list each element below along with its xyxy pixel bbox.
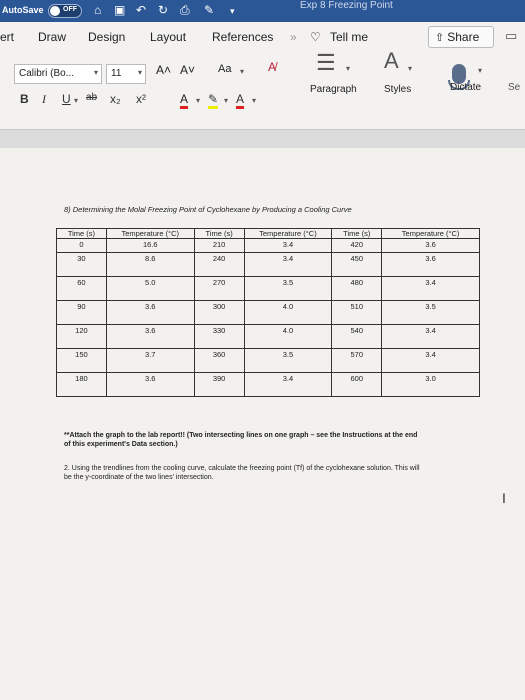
font-size-value: 11	[111, 68, 122, 79]
shrink-font-icon[interactable]: A˅	[180, 63, 196, 77]
styles-icon[interactable]: A	[384, 48, 399, 73]
table-row	[57, 253, 480, 277]
table-row	[57, 301, 480, 325]
table-cell[interactable]: 390	[194, 373, 244, 397]
table-cell[interactable]: 30	[57, 253, 107, 277]
table-cell[interactable]: 150	[57, 349, 107, 373]
tab-references[interactable]: References	[212, 30, 274, 44]
table-cell[interactable]: 570	[332, 349, 382, 373]
chevron-down-icon[interactable]: ▾	[478, 66, 483, 75]
table-cell[interactable]: 270	[194, 277, 244, 301]
table-cell[interactable]: 4.0	[244, 325, 332, 349]
document-title: Exp 8 Freezing Point	[300, 0, 393, 11]
document-page[interactable]	[0, 148, 525, 700]
table-cell[interactable]: 3.0	[382, 373, 480, 397]
tab-design[interactable]: Design	[88, 30, 126, 44]
column-header: Temperature (°C)	[382, 229, 480, 239]
table-cell[interactable]: 330	[194, 325, 244, 349]
table-cell[interactable]: 120	[57, 325, 107, 349]
table-cell[interactable]: 3.7	[106, 349, 194, 373]
paragraph-group-label[interactable]: Paragraph	[310, 84, 357, 95]
subscript-button[interactable]: x₂	[110, 92, 121, 106]
autosave-label: AutoSave	[2, 5, 44, 15]
table-cell[interactable]: 240	[194, 253, 244, 277]
table-cell[interactable]: 450	[332, 253, 382, 277]
column-header: Time (s)	[194, 229, 244, 239]
sensitivity-group-label[interactable]: Se	[508, 82, 521, 93]
font-color-icon[interactable]: A	[236, 92, 244, 109]
table-cell[interactable]: 3.4	[382, 349, 480, 373]
undo-icon[interactable]: ↶	[136, 3, 147, 17]
table-cell[interactable]: 3.4	[244, 239, 332, 253]
table-cell[interactable]: 3.4	[244, 373, 332, 397]
tab-layout[interactable]: Layout	[150, 30, 187, 44]
toggle-knob	[50, 6, 60, 16]
table-cell[interactable]: 3.4	[382, 325, 480, 349]
table-row	[57, 349, 480, 373]
table-row	[57, 325, 480, 349]
table-cell[interactable]: 5.0	[106, 277, 194, 301]
chevron-down-icon[interactable]: ▾	[408, 64, 413, 73]
paragraph-icon[interactable]: ☰	[316, 50, 336, 75]
redo-icon[interactable]: ↻	[158, 3, 169, 17]
data-table	[56, 228, 480, 397]
column-header: Temperature (°C)	[106, 229, 194, 239]
text-effects-icon[interactable]: A	[180, 92, 188, 109]
table-row	[57, 373, 480, 397]
table-cell[interactable]: 300	[194, 301, 244, 325]
table-cell[interactable]: 180	[57, 373, 107, 397]
more-tabs-icon[interactable]: »	[290, 30, 297, 44]
change-case-button[interactable]: Aa	[218, 63, 232, 75]
chevron-down-icon: ▾	[137, 68, 142, 77]
table-cell[interactable]: 16.6	[106, 239, 194, 253]
question-2: 2. Using the trendlines from the cooling curve, calculate the freezing point (Tf) of the cyclohexane solution. This will be the y-coordinate of the two lines' intersection.	[64, 465, 420, 481]
table-cell[interactable]: 3.6	[106, 301, 194, 325]
print-icon[interactable]: ⎙	[180, 3, 190, 17]
font-size-select[interactable]	[106, 64, 146, 84]
ribbon	[0, 22, 525, 130]
table-cell[interactable]: 3.5	[244, 349, 332, 373]
page-gap	[0, 130, 525, 148]
autosave-toggle[interactable]	[48, 4, 82, 18]
autosave-state: OFF	[63, 6, 77, 13]
save-icon[interactable]: ▣	[114, 3, 126, 17]
table-cell[interactable]: 3.6	[382, 239, 480, 253]
title-bar	[0, 0, 525, 22]
chevron-down-icon[interactable]: ▾	[74, 96, 79, 105]
table-cell[interactable]: 3.6	[106, 325, 194, 349]
table-cell[interactable]: 210	[194, 239, 244, 253]
table-cell[interactable]: 60	[57, 277, 107, 301]
section-title: 8) Determining the Molal Freezing Point of Cyclohexane by Producing a Cooling Curve	[64, 205, 352, 214]
font-name-select[interactable]	[14, 64, 102, 84]
attach-graph-note: **Attach the graph to the lab report!! (Two intersecting lines on one graph – see the Instructions at the end of this experiment's Data section.)	[64, 432, 418, 448]
qat-more-icon[interactable]: ▾	[230, 6, 235, 16]
home-icon[interactable]: ⌂	[94, 3, 102, 17]
table-row	[57, 277, 480, 301]
table-cell[interactable]: 510	[332, 301, 382, 325]
comment-icon[interactable]: ▭	[505, 28, 518, 43]
edit-icon[interactable]: ✎	[204, 3, 215, 17]
tell-me-search[interactable]: Tell me	[330, 30, 369, 44]
clear-formatting-icon[interactable]: A̸	[268, 60, 277, 74]
styles-group-label[interactable]: Styles	[384, 84, 412, 95]
table-cell[interactable]: 360	[194, 349, 244, 373]
column-header: Time (s)	[332, 229, 382, 239]
table-cell[interactable]: 3.4	[244, 253, 332, 277]
chevron-down-icon[interactable]: ▾	[224, 96, 229, 105]
text-cursor-icon: I	[502, 490, 506, 506]
table-cell[interactable]: 540	[332, 325, 382, 349]
column-header: Time (s)	[57, 229, 107, 239]
share-button[interactable]	[428, 26, 494, 48]
table-cell[interactable]: 8.6	[106, 253, 194, 277]
table-row	[57, 239, 480, 253]
chevron-down-icon[interactable]: ▾	[252, 96, 257, 105]
tab-insert[interactable]: ert	[0, 30, 15, 44]
table-cell[interactable]: 600	[332, 373, 382, 397]
chevron-down-icon[interactable]: ▾	[240, 67, 245, 76]
share-label: Share	[447, 30, 480, 44]
table-cell[interactable]: 3.5	[244, 277, 332, 301]
tab-draw[interactable]: Draw	[38, 30, 67, 44]
superscript-button[interactable]: x²	[136, 92, 146, 106]
table-cell[interactable]: 3.5	[382, 301, 480, 325]
highlight-icon[interactable]: ✎	[208, 92, 218, 109]
chevron-down-icon: ▾	[93, 68, 98, 77]
table-cell[interactable]: 0	[57, 239, 107, 253]
dictate-group-label[interactable]: Dictate	[450, 82, 482, 93]
table-cell[interactable]: 420	[332, 239, 382, 253]
table-cell[interactable]: 3.6	[106, 373, 194, 397]
share-icon: ⇧	[435, 32, 445, 44]
table-cell[interactable]: 4.0	[244, 301, 332, 325]
font-name-value: Calibri (Bo...	[19, 68, 75, 79]
lightbulb-icon: ♡	[310, 30, 321, 44]
table-cell[interactable]: 90	[57, 301, 107, 325]
italic-button[interactable]: I	[42, 92, 46, 106]
underline-button[interactable]: U	[62, 92, 71, 106]
chevron-down-icon[interactable]: ▾	[196, 96, 201, 105]
column-header: Temperature (°C)	[244, 229, 332, 239]
table-cell[interactable]: 480	[332, 277, 382, 301]
strikethrough-button[interactable]: ab	[86, 92, 98, 103]
table-cell[interactable]: 3.6	[382, 253, 480, 277]
grow-font-icon[interactable]: A˄	[156, 63, 172, 77]
bold-button[interactable]: B	[20, 92, 29, 106]
table-header-row	[57, 229, 480, 239]
chevron-down-icon[interactable]: ▾	[346, 64, 351, 73]
table-cell[interactable]: 3.4	[382, 277, 480, 301]
